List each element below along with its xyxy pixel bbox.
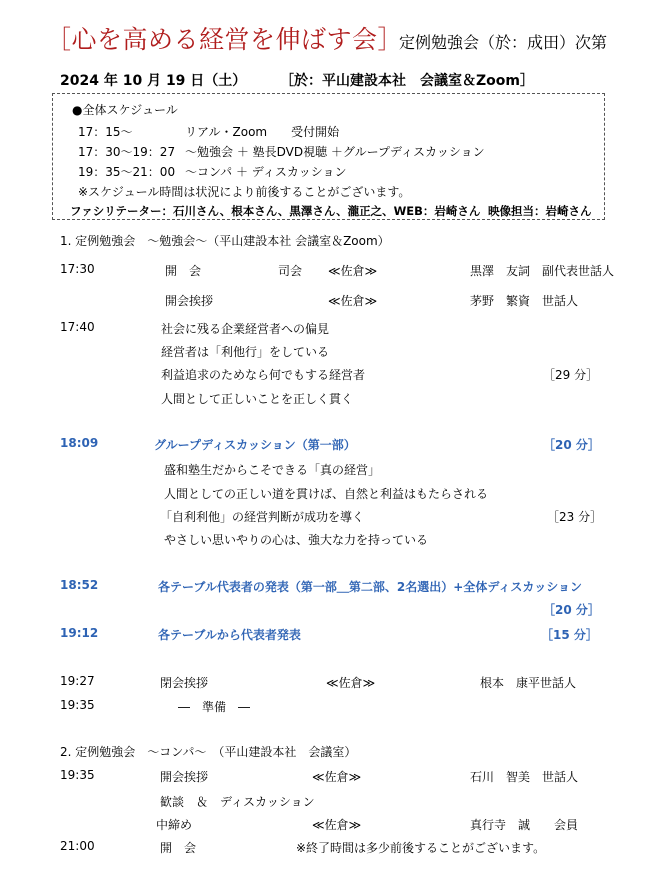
- schedule-desc: 〜コンパ ＋ ディスカッション: [185, 165, 347, 179]
- agenda-item: グループディスカッション（第一部）: [154, 438, 356, 452]
- event-date: 2024 年 10 月 19 日（土）: [60, 73, 247, 89]
- agenda-item: 各テーブル代表者の発表（第一部＿第二部、2名選出）+全体ディスカッション: [158, 580, 583, 594]
- agenda-item: 開 会: [160, 841, 197, 855]
- agenda-item: 開会挨拶: [160, 770, 209, 784]
- schedule-desc: 〜勉強会 ＋ 塾長DVD視聴 ＋グループディスカッション: [185, 145, 485, 159]
- time-label: 19:27: [60, 674, 95, 688]
- video-staff: 映像担当：岩崎さん: [488, 204, 592, 218]
- schedule-time: 17：30〜19：27: [78, 145, 176, 159]
- topic-line: 盛和塾生だからこそできる「真の経営」: [164, 463, 381, 477]
- time-label: 18:09: [60, 436, 99, 450]
- facilitators: ファシリテーター：石川さん、根本さん、黒澤さん、瀧正之、WEB：岩崎さん: [70, 204, 481, 218]
- time-label: 17:40: [60, 320, 95, 334]
- duration: ［15 分］: [541, 628, 598, 642]
- schedule-note: ※スケジュール時間は状況により前後することがございます。: [78, 185, 411, 199]
- agenda-item: 開 会: [165, 264, 202, 278]
- topic-line: 「自利利他」の経営判断が成功を導く: [160, 510, 365, 524]
- page-title: ［心を高める経営を伸ばす会］: [46, 25, 404, 54]
- topic-line: 社会に残る企業経営者への偏見: [161, 322, 330, 336]
- page-subtitle: 定例勉強会（於：成田）次第: [399, 33, 608, 52]
- speaker-name: 根本 康平世話人: [480, 676, 577, 690]
- presenter-name: ≪佐倉≫: [312, 770, 362, 784]
- speaker-name: 茅野 繁資 世話人: [470, 294, 579, 308]
- topic-line: 利益追求のためなら何でもする経営者: [161, 368, 366, 382]
- duration: ［20 分］: [543, 438, 600, 452]
- time-label: 21:00: [60, 839, 95, 853]
- section1-heading: 1. 定例勉強会 〜勉強会〜（平山建設本社 会議室＆Zoom）: [60, 234, 390, 248]
- agenda-item: 歓談 ＆ ディスカッション: [160, 795, 315, 809]
- speaker-name: 黒澤 友詞 副代表世話人: [470, 264, 615, 278]
- time-label: 19:12: [60, 626, 99, 640]
- presenter-name: ≪佐倉≫: [328, 264, 378, 278]
- time-label: 18:52: [60, 578, 99, 592]
- agenda-item: 開会挨拶: [165, 294, 214, 308]
- presenter-name: ≪佐倉≫: [326, 676, 376, 690]
- agenda-item: 閉会挨拶: [160, 676, 209, 690]
- topic-line: 経営者は「利他行」をしている: [161, 345, 330, 359]
- duration: ［23 分］: [547, 510, 603, 524]
- time-label: 19:35: [60, 698, 95, 712]
- agenda-item: ― 準備 ―: [178, 700, 251, 714]
- duration: ［20 分］: [543, 603, 600, 617]
- time-label: 19:35: [60, 768, 95, 782]
- duration: ［29 分］: [543, 368, 599, 382]
- schedule-time: 19：35〜21：00: [78, 165, 176, 179]
- topic-line: やさしい思いやりの心は、強大な力を持っている: [164, 533, 429, 547]
- role-label: 司会: [278, 264, 303, 278]
- speaker-name: 石川 智美 世話人: [470, 770, 579, 784]
- schedule-time: 17：15〜: [78, 125, 133, 139]
- topic-line: 人間として正しいことを正しく貫く: [161, 392, 354, 406]
- section2-heading: 2. 定例勉強会 〜コンパ〜 （平山建設本社 会議室）: [60, 745, 357, 759]
- agenda-item: 中締め: [156, 818, 193, 832]
- agenda-item: 各テーブルから代表者発表: [158, 628, 301, 642]
- event-venue: ［於：平山建設本社 会議室＆Zoom］: [280, 73, 534, 89]
- time-label: 17:30: [60, 262, 95, 276]
- topic-line: 人間としての正しい道を貫けば、自然と利益はもたらされる: [164, 487, 489, 501]
- schedule-desc: リアル・Zoom 受付開始: [185, 125, 340, 139]
- presenter-name: ≪佐倉≫: [328, 294, 378, 308]
- closing-note: ※終了時間は多少前後することがございます。: [296, 841, 546, 855]
- speaker-name: 真行寺 誠 会員: [470, 818, 579, 832]
- presenter-name: ≪佐倉≫: [312, 818, 362, 832]
- schedule-heading: ●全体スケジュール: [72, 103, 178, 117]
